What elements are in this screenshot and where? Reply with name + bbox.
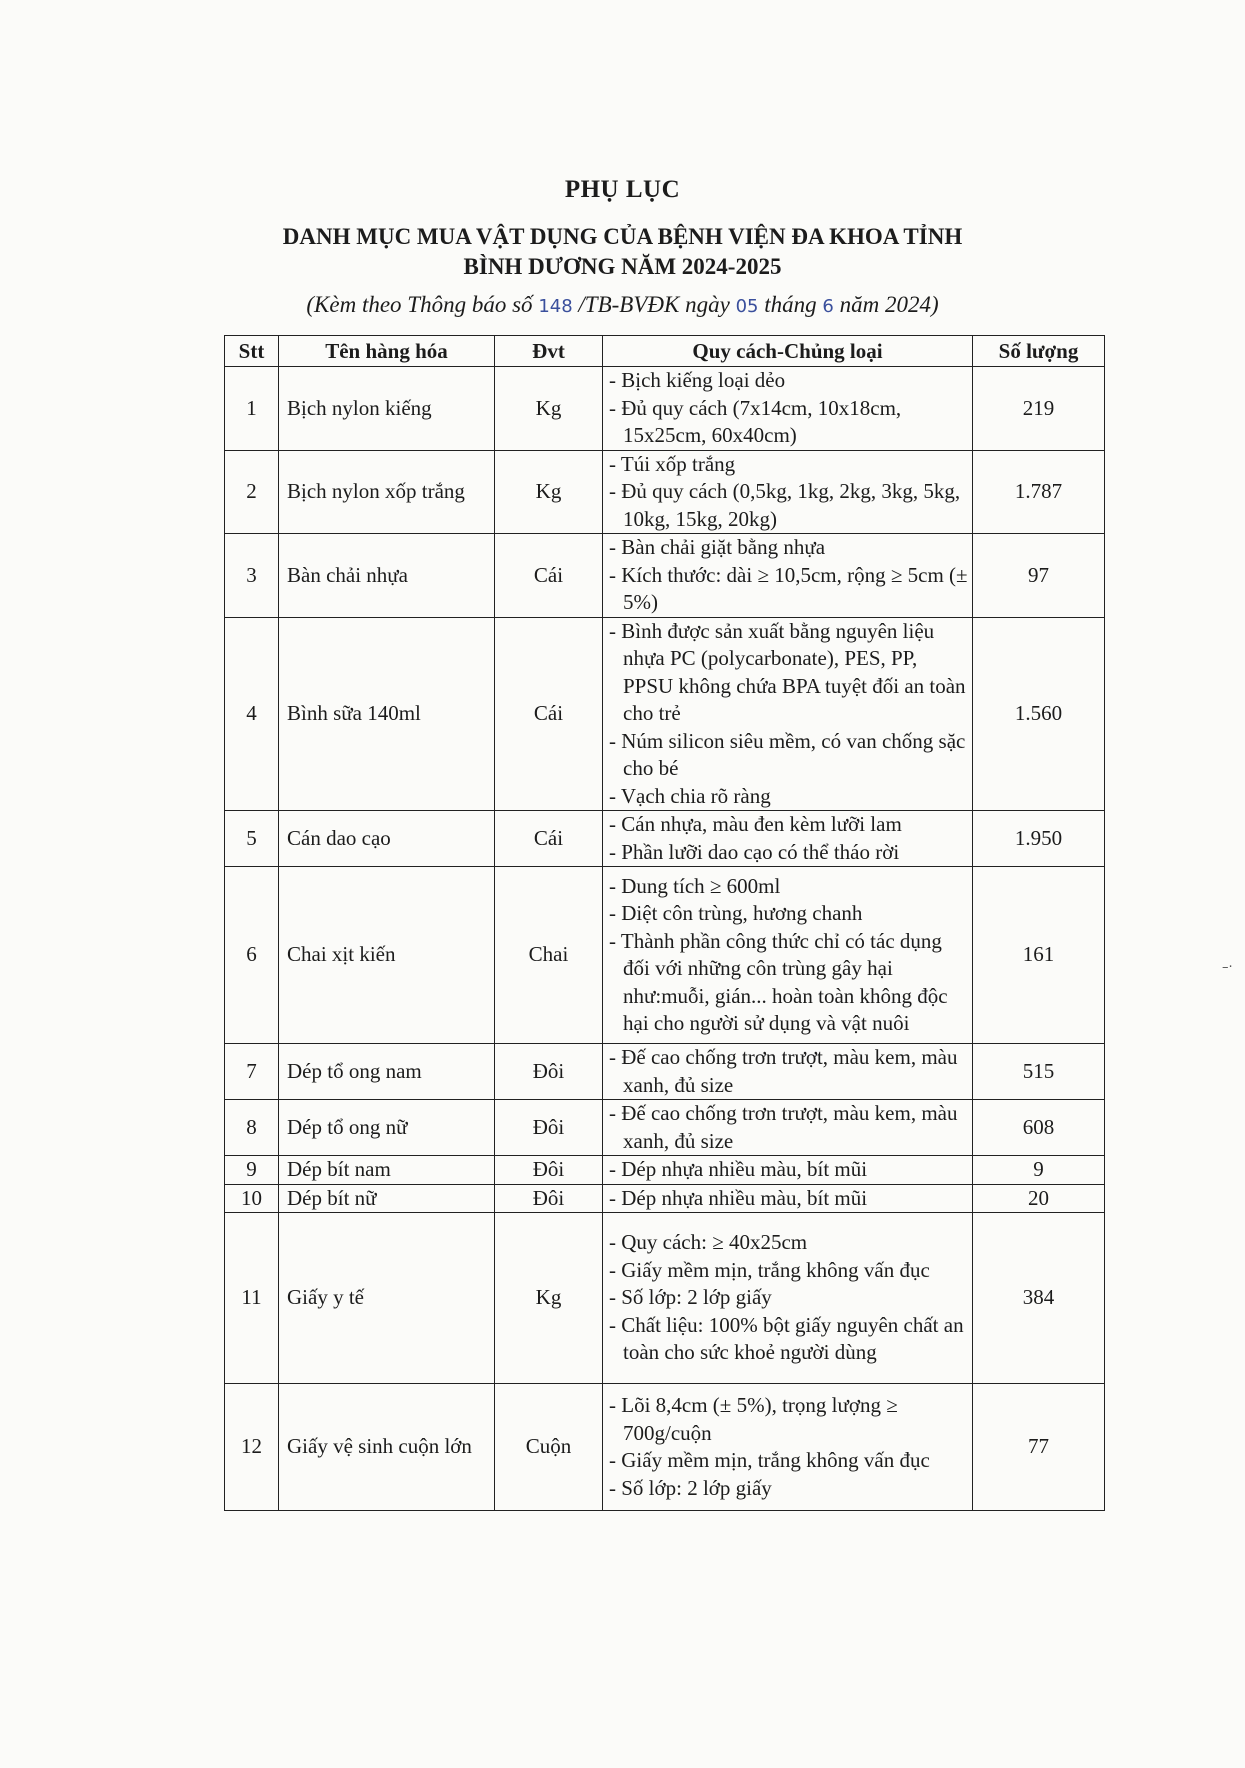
row-item-name: Chai xịt kiến xyxy=(279,867,495,1044)
row-unit: Kg xyxy=(495,1213,603,1384)
document-title: PHỤ LỤC xyxy=(564,176,681,203)
table-header-row xyxy=(225,336,1105,367)
spec-line: - Quy cách: ≥ 40x25cm xyxy=(609,1230,808,1255)
row-specification xyxy=(603,1156,973,1185)
row-item-name: Bình sữa 140ml xyxy=(279,617,495,811)
row-quantity: 1.560 xyxy=(973,617,1105,811)
spec-line: - Dép nhựa nhiều màu, bít mũi xyxy=(609,1157,868,1181)
table-row xyxy=(225,617,1105,811)
spec-line: - Kích thước: dài ≥ 10,5cm, rộng ≥ 5cm (± 5%) xyxy=(609,562,968,614)
row-specification xyxy=(603,1184,973,1213)
row-stt: 12 xyxy=(225,1384,279,1511)
row-unit: Cuộn xyxy=(495,1384,603,1511)
table-row xyxy=(225,1044,1105,1100)
table-row xyxy=(225,1184,1105,1213)
header-spec: Quy cách-Chủng loại xyxy=(603,336,973,367)
row-unit: Đôi xyxy=(495,1044,603,1100)
spec-line: - Đế cao chống trơn trượt, màu kem, màu xanh, đủ size xyxy=(609,1101,958,1153)
spec-line: - Dung tích ≥ 600ml xyxy=(609,873,781,898)
table-row xyxy=(225,811,1105,867)
spec-line: - Đủ quy cách (0,5kg, 1kg, 2kg, 3kg, 5kg, 10kg, 15kg, 20kg) xyxy=(609,479,961,531)
subtitle-line-2: BÌNH DƯƠNG NĂM 2024-2025 xyxy=(463,254,782,279)
row-stt: 9 xyxy=(225,1156,279,1185)
row-unit: Kg xyxy=(495,367,603,451)
handwritten-month: 6 xyxy=(822,296,834,317)
row-specification xyxy=(603,450,973,534)
table-row xyxy=(225,367,1105,451)
row-stt: 4 xyxy=(225,617,279,811)
row-item-name: Dép bít nữ xyxy=(279,1184,495,1213)
row-specification xyxy=(603,1213,973,1384)
spec-line: - Dép nhựa nhiều màu, bít mũi xyxy=(609,1185,868,1210)
spec-line: - Núm silicon siêu mềm, có van chống sặc cho bé xyxy=(609,728,966,780)
row-stt: 3 xyxy=(225,534,279,618)
row-quantity: 515 xyxy=(973,1044,1105,1100)
reference-code: /TB-BVĐK ngày xyxy=(578,292,730,317)
items-table xyxy=(224,335,1105,1511)
row-specification xyxy=(603,1384,973,1511)
row-specification xyxy=(603,811,973,867)
spec-line: - Giấy mềm mịn, trắng không vấn đục xyxy=(609,1257,930,1282)
row-quantity: 97 xyxy=(973,534,1105,618)
row-item-name: Dép tổ ong nam xyxy=(279,1044,495,1100)
spec-line: - Bình được sản xuất bằng nguyên liệu nhựa PC (polycarbonate), PES, PP, PPSU không chứa BPA tuyệt đối an toàn cho trẻ xyxy=(609,618,966,725)
row-item-name: Giấy vệ sinh cuộn lớn xyxy=(279,1384,495,1511)
row-item-name: Dép tổ ong nữ xyxy=(279,1100,495,1156)
spec-line: - Bịch kiếng loại dẻo xyxy=(609,368,786,392)
row-stt: 10 xyxy=(225,1184,279,1213)
row-unit: Đôi xyxy=(495,1100,603,1156)
row-stt: 1 xyxy=(225,367,279,451)
row-specification xyxy=(603,367,973,451)
row-stt: 11 xyxy=(225,1213,279,1384)
header-stt: Stt xyxy=(225,336,279,367)
row-specification xyxy=(603,534,973,618)
row-specification xyxy=(603,867,973,1044)
table-row xyxy=(225,1156,1105,1185)
row-stt: 8 xyxy=(225,1100,279,1156)
row-quantity: 219 xyxy=(973,367,1105,451)
header-name: Tên hàng hóa xyxy=(279,336,495,367)
row-unit: Chai xyxy=(495,867,603,1044)
row-specification xyxy=(603,1044,973,1100)
table-row xyxy=(225,1100,1105,1156)
spec-line: - Diệt côn trùng, hương chanh xyxy=(609,901,863,925)
row-unit: Cái xyxy=(495,534,603,618)
row-item-name: Cán dao cạo xyxy=(279,811,495,867)
row-item-name: Bàn chải nhựa xyxy=(279,534,495,618)
row-unit: Cái xyxy=(495,617,603,811)
spec-line: - Lõi 8,4cm (± 5%), trọng lượng ≥ 700g/cuộn xyxy=(609,1393,898,1445)
row-quantity: 384 xyxy=(973,1213,1105,1384)
spec-line: - Đế cao chống trơn trượt, màu kem, màu xanh, đủ size xyxy=(609,1045,958,1097)
table-body xyxy=(225,367,1105,1511)
spec-line: - Phần lưỡi dao cạo có thể tháo rời xyxy=(609,839,900,864)
row-quantity: 1.950 xyxy=(973,811,1105,867)
spec-line: - Đủ quy cách (7x14cm, 10x18cm, 15x25cm, 60x40cm) xyxy=(609,395,902,447)
row-unit: Đôi xyxy=(495,1156,603,1185)
spec-line: - Số lớp: 2 lớp giấy xyxy=(609,1475,772,1500)
row-item-name: Giấy y tế xyxy=(279,1213,495,1384)
row-item-name: Bịch nylon kiếng xyxy=(279,367,495,451)
row-quantity: 77 xyxy=(973,1384,1105,1511)
row-quantity: 9 xyxy=(973,1156,1105,1185)
table-row xyxy=(225,450,1105,534)
row-specification xyxy=(603,617,973,811)
row-quantity: 1.787 xyxy=(973,450,1105,534)
row-unit: Cái xyxy=(495,811,603,867)
handwritten-number: 148 xyxy=(538,296,573,317)
table-row xyxy=(225,1213,1105,1384)
table-row xyxy=(225,1384,1105,1511)
row-stt: 7 xyxy=(225,1044,279,1100)
header-unit: Đvt xyxy=(495,336,603,367)
header-qty: Số lượng xyxy=(973,336,1105,367)
row-stt: 2 xyxy=(225,450,279,534)
spec-line: - Chất liệu: 100% bột giấy nguyên chất an toàn cho sức khoẻ người dùng xyxy=(609,1312,964,1365)
row-stt: 6 xyxy=(225,867,279,1044)
table-row xyxy=(225,867,1105,1044)
subtitle-line-1: DANH MỤC MUA VẬT DỤNG CỦA BỆNH VIỆN ĐA KHOA TỈNH xyxy=(282,224,963,249)
row-unit: Kg xyxy=(495,450,603,534)
spec-line: - Cán nhựa, màu đen kèm lưỡi lam xyxy=(609,812,902,836)
row-item-name: Dép bít nam xyxy=(279,1156,495,1185)
handwritten-day: 05 xyxy=(735,296,759,317)
table-row xyxy=(225,534,1105,618)
reference-prefix: (Kèm theo Thông báo số xyxy=(306,292,533,317)
spec-line: - Số lớp: 2 lớp giấy xyxy=(609,1285,772,1310)
spec-line: - Túi xốp trắng xyxy=(609,451,736,476)
row-specification xyxy=(603,1100,973,1156)
reference-year: năm 2024) xyxy=(839,292,939,317)
row-unit: Đôi xyxy=(495,1184,603,1213)
spec-line: - Vạch chia rõ ràng xyxy=(609,783,771,808)
spec-line: - Bàn chải giặt bằng nhựa xyxy=(609,535,826,559)
spec-line: - Giấy mềm mịn, trắng không vấn đục xyxy=(609,1448,930,1472)
row-quantity: 608 xyxy=(973,1100,1105,1156)
margin-scan-mark: –· xyxy=(1222,960,1233,975)
reference-month-label: tháng xyxy=(764,292,817,317)
spec-line: - Thành phần công thức chỉ có tác dụng đối với những côn trùng gây hại như:muỗi, gián... hoàn toàn không độc hại cho người sử dụng và vật nuôi xyxy=(609,928,948,1035)
reference-line xyxy=(0,292,1245,318)
row-quantity: 20 xyxy=(973,1184,1105,1213)
row-item-name: Bịch nylon xốp trắng xyxy=(279,450,495,534)
row-stt: 5 xyxy=(225,811,279,867)
row-quantity: 161 xyxy=(973,867,1105,1044)
document-subtitle xyxy=(0,222,1245,282)
